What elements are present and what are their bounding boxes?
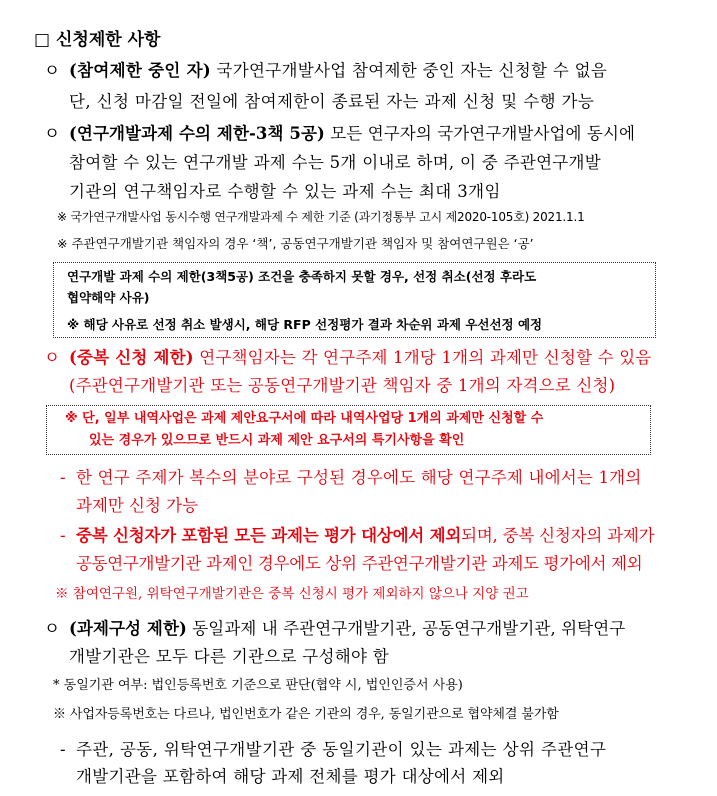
item4-line1 (69, 619, 625, 639)
box2-line2: 있는 경우가 있으므로 반드시 과제 제안 요구서의 특기사항을 확인 (89, 433, 465, 448)
item3-heading: (중복 신청 제한) (69, 348, 194, 367)
dash1-line2: 과제만 신청 가능 (76, 496, 199, 515)
box2-line1: ※ 단, 일부 내역사업은 과제 제안요구서에 따라 내역사업당 1개의 과제만 신청할 수 (65, 411, 544, 426)
item1-heading: (참여제한 중인 자) (69, 61, 211, 80)
bullet-4: ㅇ (44, 619, 60, 638)
item4-text: 동일과제 내 주관연구개발기관, 공동연구개발기관, 위탁연구 (186, 619, 626, 638)
bullet-2: ㅇ (44, 124, 60, 143)
item3-line2: (주관연구개발기관 또는 공동연구개발기관 책임자 중 1개의 자격으로 신청) (69, 376, 616, 395)
dash2-line2: 공동연구개발기관 과제인 경우에도 상위 주관연구개발기관 과제도 평가에서 제외 (76, 554, 643, 573)
dash-2: - (60, 526, 66, 545)
item2-text: 모든 연구자의 국가연구개발사업에 동시에 (324, 124, 636, 143)
dash2-text: 되며, 중복 신청자의 과제가 (461, 526, 655, 545)
item1-text: 국가연구개발사업 참여제한 중인 자는 신청할 수 없음 (210, 61, 608, 80)
item4-heading: (과제구성 제한) (69, 619, 187, 638)
dash3-line1: 주관, 공동, 위탁연구개발기관 중 동일기관이 있는 과제는 상위 주관연구 (76, 740, 607, 759)
note-business-number: ※ 사업자등록번호는 다르나, 법인번호가 같은 기관의 경우, 동일기관으로 협약체결 불가함 (53, 707, 559, 722)
box1-line2: 협약해약 사유) (67, 290, 150, 305)
box1-line1: 연구개발 과제 수의 제한(3책5공) 조건을 충족하지 못할 경우, 선정 취소(선정 후라도 (67, 269, 537, 284)
dash-1: - (60, 468, 66, 487)
item2-line2: 참여할 수 있는 연구개발 과제 수는 5개 이내로 하며, 이 중 주관연구개발 (69, 153, 602, 172)
section-title-text: 신청제한 사항 (55, 30, 161, 50)
note-limit-standard: ※ 국가연구개발사업 동시수행 연구개발과제 수 제한 기준 (과기정통부 고시 제2020-105호) 2021.1.1 (57, 210, 585, 224)
dash1-line1: 한 연구 주제가 복수의 분야로 구성된 경우에도 해당 연구주제 내에서는 1개의 (76, 468, 642, 487)
note-role-definition: ※ 주관연구개발기관 책임자의 경우 ‘책’, 공동연구개발기관 책임자 및 참여연구원은 ‘공’ (57, 236, 534, 251)
item3-text: 연구책임자는 각 연구주제 1개당 1개의 과제만 신청할 수 있음 (193, 348, 652, 367)
section-title (34, 25, 160, 50)
item2-line3: 기관의 연구책임자로 수행할 수 있는 과제 수는 최대 3개임 (69, 182, 501, 201)
note-participant-duplicate: ※ 참여연구원, 위탁연구개발기관은 중복 신청시 평가 제외하지 않으나 지양 권고 (55, 586, 529, 602)
item1-line1 (69, 61, 607, 81)
dash2-emphasis: 중복 신청자가 포함된 모든 과제는 평가 대상에서 제외 (76, 526, 462, 545)
box1-line3: ※ 해당 사유로 선정 취소 발생시, 해당 RFP 선정평가 결과 차순위 과제 우선선정 예정 (67, 317, 543, 332)
item1-line2: 단, 신청 마감일 전일에 참여제한이 종료된 자는 과제 신청 및 수행 가능 (69, 92, 595, 111)
checkbox-square-icon: □ (34, 30, 51, 50)
item2-heading: (연구개발과제 수의 제한-3책 5공) (69, 124, 325, 143)
item2-line1 (69, 124, 635, 144)
dash-3: - (60, 740, 66, 759)
dash2-line1 (76, 526, 654, 546)
bullet-1: ㅇ (44, 61, 60, 80)
item4-line2: 개발기관은 모두 다른 기관으로 구성해야 함 (69, 647, 390, 666)
note-same-institution: * 동일기관 여부: 법인등록번호 기준으로 판단(협약 시, 법인인증서 사용) (53, 678, 463, 693)
dash3-line2: 개발기관을 포함하여 해당 과제 전체를 평가 대상에서 제외 (76, 767, 505, 786)
item3-line1 (69, 348, 652, 368)
bullet-3: ㅇ (44, 348, 60, 367)
